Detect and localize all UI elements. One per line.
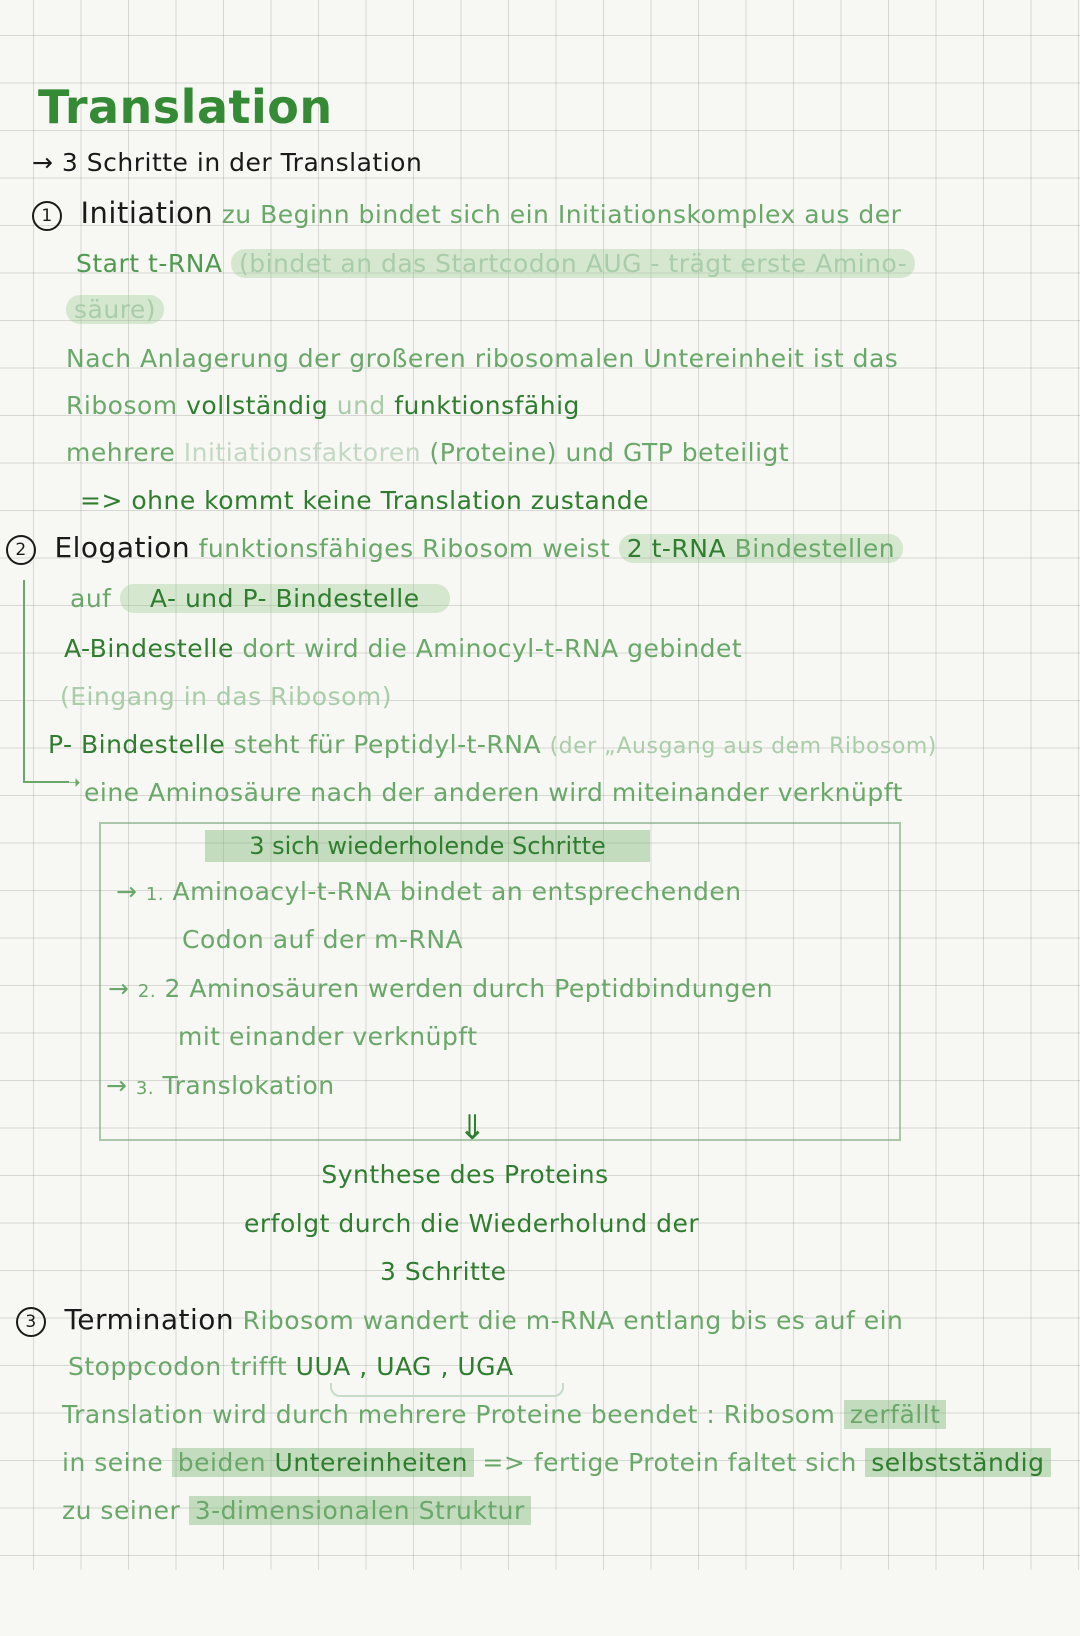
initiation-line-4: Nach Anlagerung der großeren ribosomalen Untereinheit ist das — [66, 344, 899, 373]
page-title: Translation — [38, 80, 333, 134]
untereinheiten-word: Untereinheiten — [274, 1448, 468, 1477]
struktur-highlight: 3-dimensionalen Struktur — [189, 1496, 531, 1525]
initiation-line-5 — [66, 389, 580, 423]
curly-brace-icon — [330, 1383, 564, 1397]
stop-codons: UUA , UAG , UGA — [295, 1352, 514, 1381]
double-arrow-down-icon: ⇓ — [458, 1108, 487, 1148]
ausgang-note: (der „Ausgang aus dem Ribosom) — [549, 734, 937, 759]
elongation-line-5 — [48, 728, 937, 764]
zu-seiner-text: zu seiner — [62, 1496, 181, 1525]
p-bindestelle-term: P- Bindestelle — [48, 730, 226, 759]
bindestellen-word: Bindestellen — [734, 534, 896, 563]
ohne-text: ohne kommt keine Translation zustande — [131, 486, 649, 515]
trna-count: 2 t-RNA — [626, 534, 727, 563]
initiation-line-1 — [32, 196, 901, 232]
result-line-2: erfolgt durch die Wiederholund der — [244, 1209, 700, 1238]
initiationsfaktoren-word: Initiationsfaktoren — [183, 438, 422, 467]
initiation-heading: Initiation — [80, 196, 214, 230]
elongation-line-6: eine Aminosäure nach der anderen wird miteinander verknüpft — [84, 778, 903, 807]
step-text: 2 Aminosäuren werden durch Peptidbindungen — [164, 974, 774, 1003]
intro-text: 3 Schritte in der Translation — [61, 148, 423, 177]
box-step-1-cont: Codon auf der m-RNA — [182, 925, 464, 954]
arrow-right-icon: → — [32, 148, 54, 177]
fertige-protein-text: => fertige Protein faltet sich — [482, 1448, 857, 1477]
elongation-line-4: (Eingang in das Ribosom) — [60, 682, 392, 711]
start-trna-term: Start t-RNA — [76, 249, 223, 278]
zerfaellt-highlight: zerfällt — [844, 1400, 947, 1429]
initiation-line-2 — [76, 247, 915, 281]
elongation-text: funktionsfähiges Ribosom weist — [198, 534, 611, 563]
beiden-word: beiden — [177, 1448, 267, 1477]
und-word: und — [336, 391, 386, 420]
box-step-2-cont: mit einander verknüpft — [178, 1022, 478, 1051]
box-step-2 — [108, 972, 773, 1009]
step-number: 1. — [145, 884, 165, 905]
elongation-line-1 — [6, 531, 903, 566]
step-number-1-icon: 1 — [32, 201, 62, 231]
bracket-arrow-icon: ➝ — [64, 770, 81, 794]
arrow-right-icon: → — [106, 1071, 128, 1100]
bracket-line — [23, 580, 25, 782]
startcodon-note-cont: säure) — [66, 295, 164, 324]
termination-line-1 — [16, 1303, 903, 1338]
auf-word: auf — [70, 584, 112, 613]
p-bindestelle-text: steht für Peptidyl-t-RNA — [233, 730, 542, 759]
initiation-text: zu Beginn bindet sich ein Initiationskomplex aus der — [221, 200, 902, 229]
step-number: 3. — [135, 1078, 155, 1099]
termination-line-4 — [62, 1446, 1051, 1480]
termination-heading: Termination — [64, 1303, 235, 1336]
result-line-3: 3 Schritte — [380, 1257, 507, 1286]
intro-line — [32, 146, 422, 180]
vollstaendig-word: vollständig — [186, 391, 329, 420]
initiation-line-7 — [80, 484, 649, 518]
binding-sites-highlight: A- und P- Bindestelle — [120, 584, 450, 613]
repeating-steps-heading: 3 sich wiederholende Schritte — [205, 830, 650, 862]
termination-text-2: Translation wird durch mehrere Proteine beendet : Ribosom — [62, 1400, 836, 1429]
proteine-gtp-text: (Proteine) und GTP beteiligt — [429, 438, 790, 467]
stoppcodon-text: Stoppcodon trifft — [68, 1352, 288, 1381]
bracket-line-horizontal — [23, 781, 69, 783]
step-text: Translokation — [162, 1071, 335, 1100]
box-step-1 — [116, 875, 742, 912]
in-seine-text: in seine — [62, 1448, 164, 1477]
result-line-1: Synthese des Proteins — [321, 1160, 609, 1189]
termination-line-2 — [68, 1350, 514, 1384]
termination-line-5 — [62, 1494, 531, 1528]
initiation-line-3 — [66, 293, 164, 327]
funktionsfaehig-word: funktionsfähig — [394, 391, 580, 420]
a-bindestelle-text: dort wird die Aminocyl-t-RNA gebindet — [242, 634, 743, 663]
box-step-3 — [106, 1069, 335, 1106]
ribosom-word: Ribosom — [66, 391, 178, 420]
step-text: Aminoacyl-t-RNA bindet an entsprechenden — [172, 877, 742, 906]
selbststaendig-highlight: selbstständig — [865, 1448, 1050, 1477]
startcodon-note: (bindet an das Startcodon AUG - trägt erste Amino- — [231, 249, 915, 278]
a-bindestelle-term: A-Bindestelle — [64, 634, 234, 663]
step-number-2-icon: 2 — [6, 535, 36, 565]
elongation-heading: Elogation — [54, 531, 191, 564]
termination-text: Ribosom wandert die m-RNA entlang bis es auf ein — [242, 1306, 904, 1335]
elongation-line-2 — [70, 582, 450, 616]
step-number: 2. — [137, 981, 157, 1002]
arrow-right-icon: → — [116, 877, 138, 906]
step-number-3-icon: 3 — [16, 1307, 46, 1337]
page-bottom-margin — [0, 1570, 1080, 1636]
arrow-right-icon: → — [108, 974, 130, 1003]
termination-line-3 — [62, 1398, 946, 1432]
elongation-line-3 — [64, 632, 742, 666]
initiation-line-6 — [66, 436, 789, 470]
mehrere-word: mehrere — [66, 438, 176, 467]
implies-arrow-icon: => — [80, 486, 123, 515]
